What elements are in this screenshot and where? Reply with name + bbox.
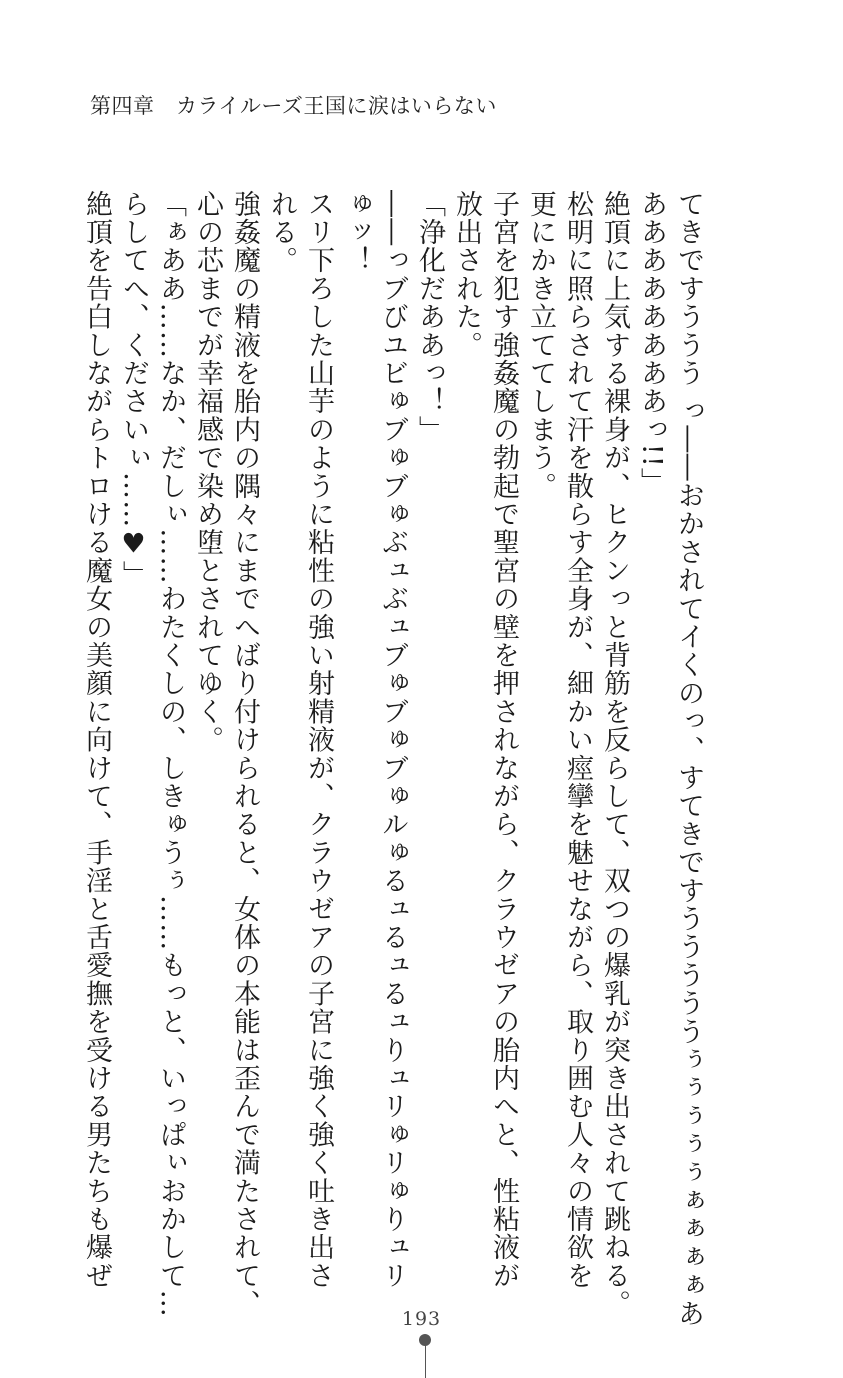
page-marker (419, 1334, 431, 1378)
text-line: 放出された。 (451, 190, 482, 360)
text-line: 「浄化だああっ！」 (414, 190, 445, 444)
chapter-title: 第四章 カライルーズ王国に涙はいらない (90, 94, 497, 118)
text-line: ――っブびユビゅブゅブゅぶュぶュブゅブゅブゅルゅるュるュるュりュリゅリゅりュリ (377, 190, 408, 1290)
text-line: 心の芯までが幸福感で染め堕とされてゆく。 (192, 190, 223, 754)
text-line: ゅッ！ (340, 190, 371, 275)
page-number: 193 (401, 1308, 442, 1330)
page-marker-stem (425, 1344, 426, 1378)
text-line: ああああああああっ!!」 (636, 190, 667, 497)
text-line: 絶頂に上気する裸身が、ヒクンっと背筋を反らして、双つの爆乳が突き出されて跳ねる。 (599, 190, 630, 1318)
text-line: 子宮を犯す強姦魔の勃起で聖宮の壁を押されながら、クラウゼアの胎内へと、性粘液が (488, 190, 519, 1290)
text-line: 更にかき立ててしまう。 (525, 190, 556, 501)
text-line: 「ぁああ……なか、だしぃ……わたくしの、しきゅうぅ……もっと、いっぱぃおかして… (155, 190, 186, 1318)
text-line: てきですううう っ――おかされてイくのっ、すてきですうううううぅぅぅぅぅぁぁぁぁあ (673, 190, 704, 1328)
text-line: 強姦魔の精液を胎内の隅々にまでへばり付けられると、女体の本能は歪んで満たされて、 (229, 190, 260, 1318)
text-line: らしてへ、くださいぃ……♥」 (118, 190, 149, 589)
text-line: れる。 (266, 190, 297, 275)
text-line: 松明に照らされて汗を散らす全身が、細かい痙攣を魅せながら、取り囲む人々の情欲を (562, 190, 593, 1290)
text-line: スリ下ろした山芋のように粘性の強い射精液が、クラウゼアの子宮に強く強く吐き出さ (303, 190, 334, 1290)
text-line: 絶頂を告白しながらトロける魔女の美顔に向けて、手淫と舌愛撫を受ける男たちも爆ぜ (81, 190, 112, 1290)
